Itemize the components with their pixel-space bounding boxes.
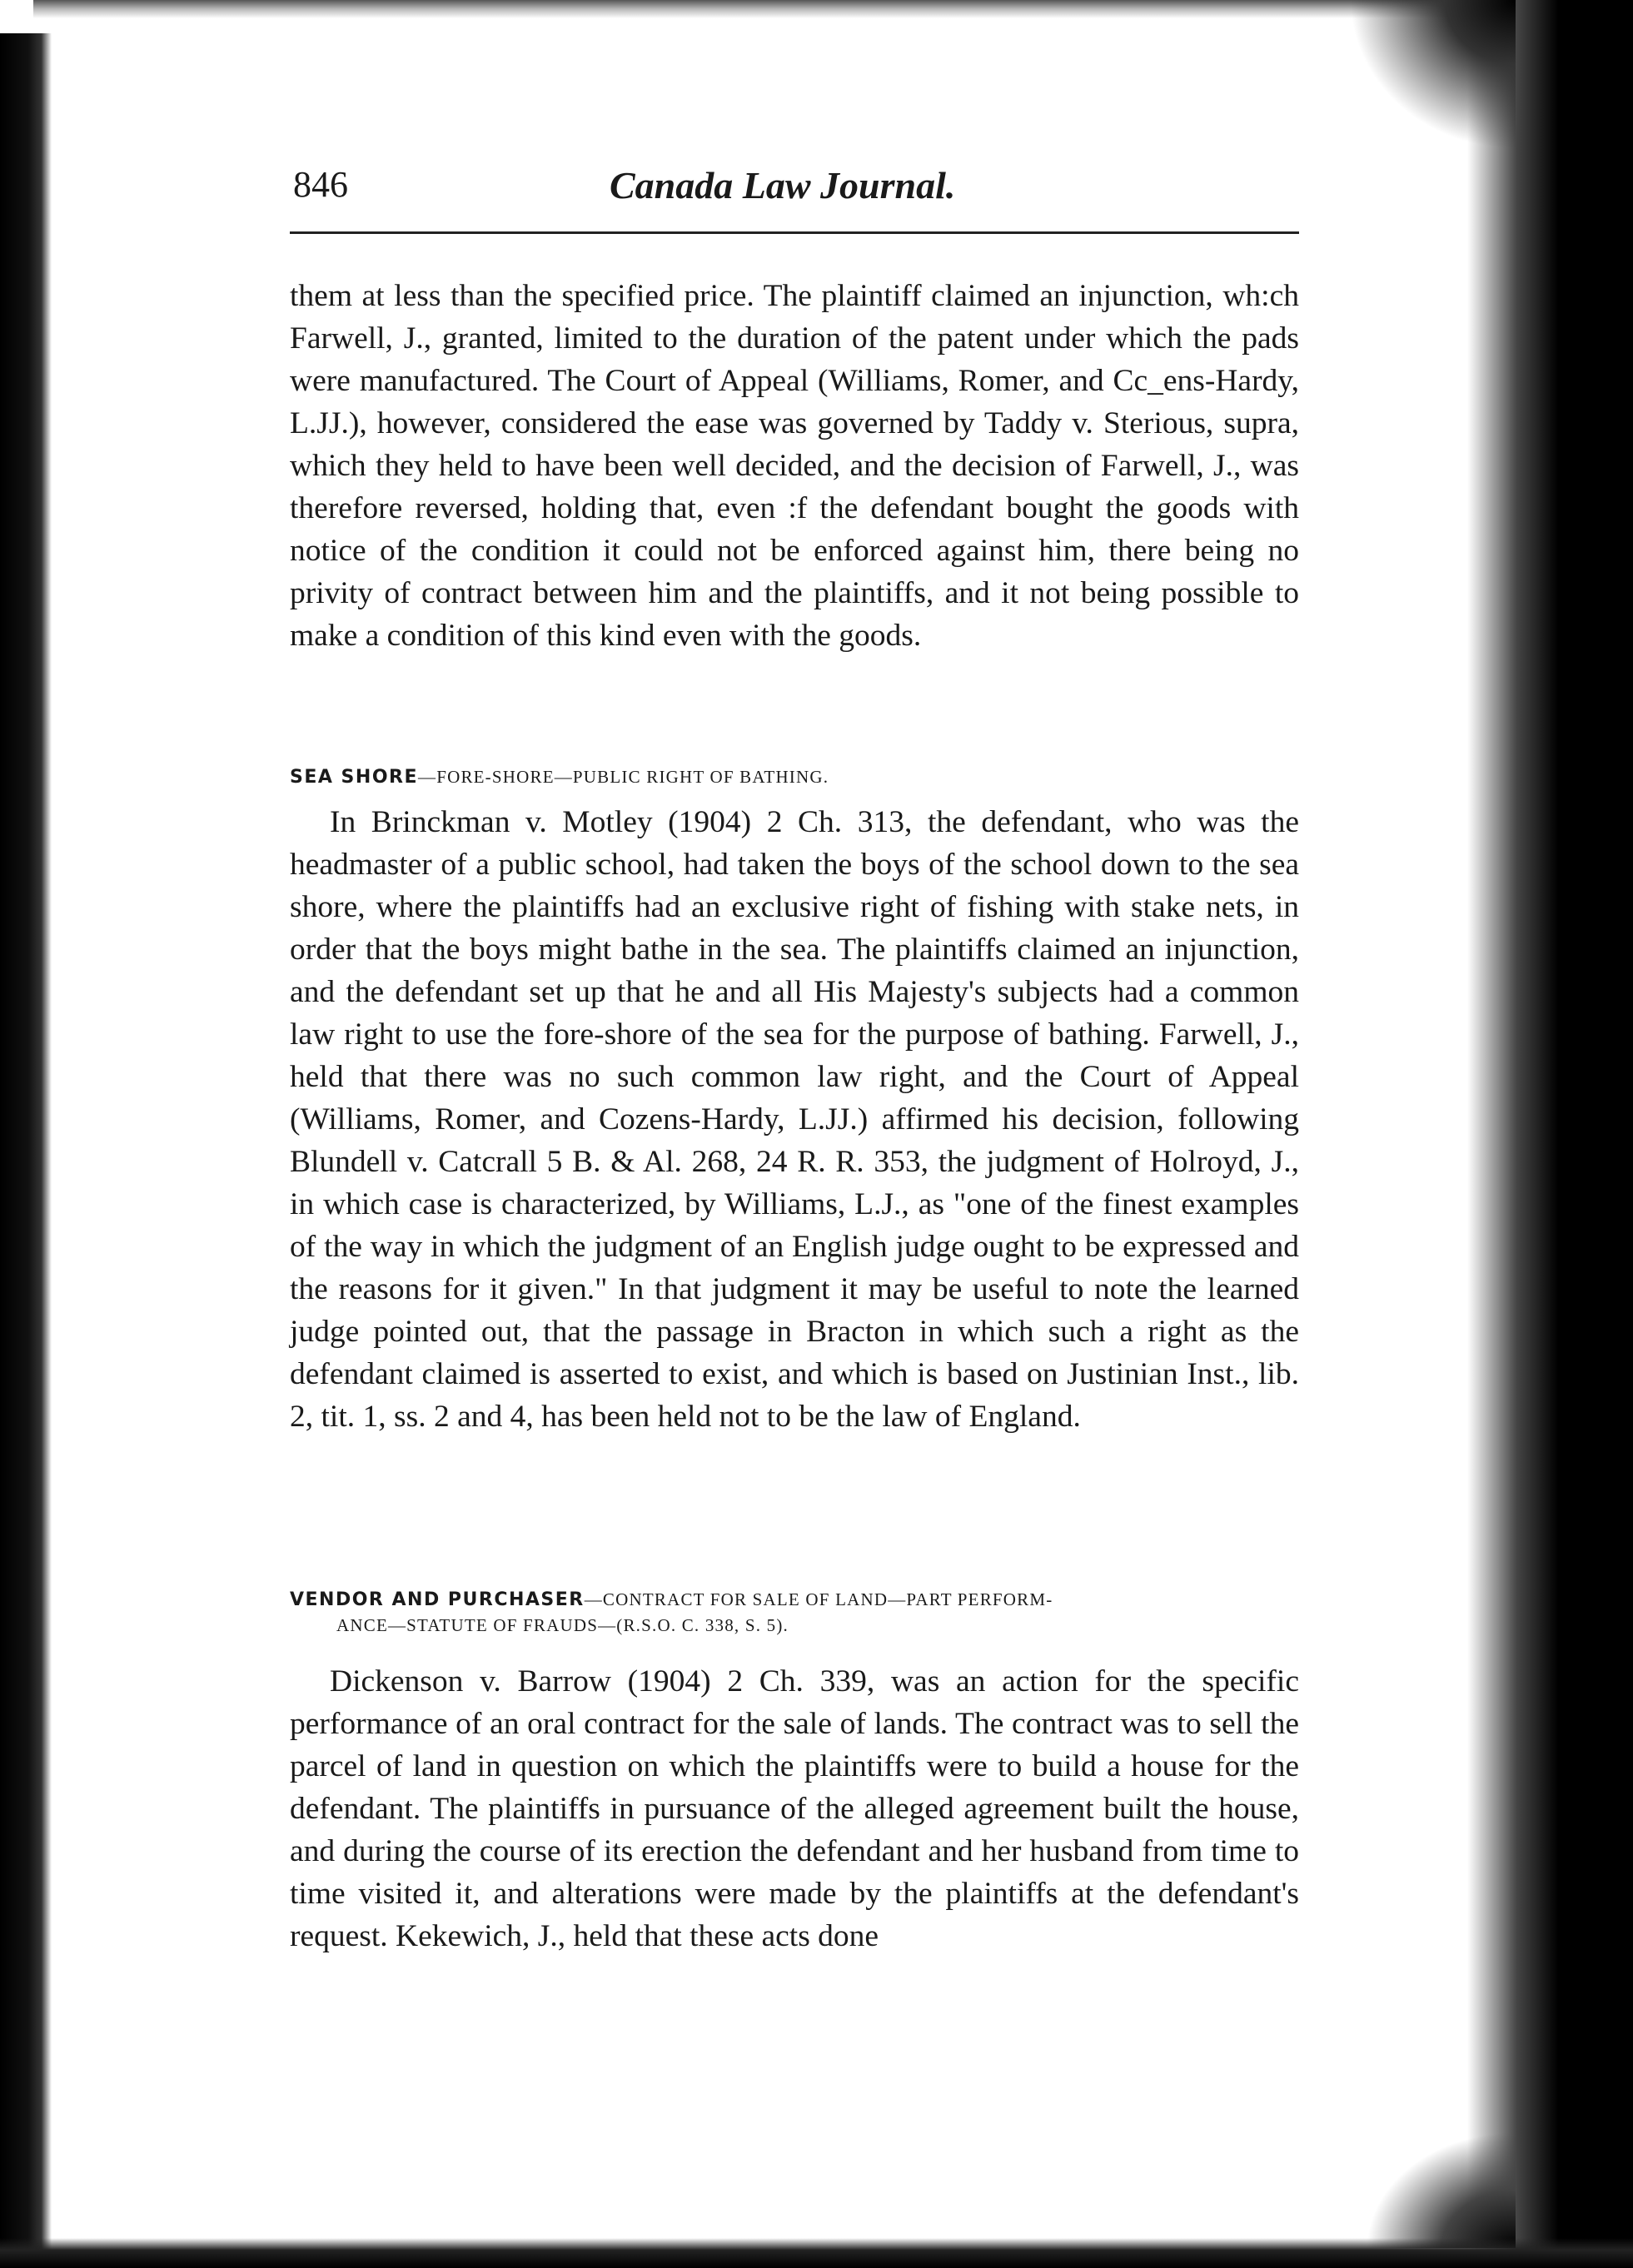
scan-edge-top (33, 0, 1532, 18)
page-number: 846 (293, 164, 348, 205)
scan-corner-bottom-right (1366, 2131, 1516, 2248)
scan-edge-left (0, 33, 52, 2268)
section-heading-sea-shore (290, 764, 1299, 790)
scan-edge-bottom (0, 2238, 1633, 2268)
section-heading-title: SEA SHORE (290, 767, 418, 788)
paragraph-brinckman-v-motley (290, 801, 1299, 1438)
paragraph-text: them at less than the specified price. The plaintiff claimed an injunction, wh:ch Farwell, J., granted, limited to the duration of the patent under which the pads were manufactured. The Court of Appeal (Williams, Romer, and Cc_ens-Hardy, L.JJ.), however, considered the ease was governed by Taddy v. Sterious, supra, which they held to have been well decided, and the decision of Farwell, J., was therefore reversed, holding that, even :f the defendant bought the goods with notice of the condition it could not be enforced against him, there being no privity of contract between him and the plaintiffs, and it not being possible to make a condition of this kind even with the goods. (290, 279, 1299, 653)
scan-edge-right (1467, 0, 1633, 2268)
section-heading-continuation: ANCE—STATUTE OF FRAUDS—(R.S.O. C. 338, S. 5). (336, 1615, 789, 1635)
paragraph-text: Dickenson v. Barrow (1904) 2 Ch. 339, was an action for the specific performance of an oral contract for the sale of lands. The contract was to sell the parcel of land in question on which the plaintiffs were to build a house for the defendant. The plaintiffs in pursuance of the alleged agreement built the house, and during the course of its erection the defendant and her husband from time to time visited it, and alterations were made by the plaintiffs at the defendant's request. Kekewich, J., held that these acts done (290, 1664, 1299, 1953)
running-head (293, 163, 1292, 221)
journal-title: Canada Law Journal. (610, 164, 956, 206)
section-heading-subtitle: —FORE-SHORE—PUBLIC RIGHT OF BATHING. (418, 767, 829, 787)
paragraph-dickenson-v-barrow (290, 1660, 1299, 1957)
paragraph-continuation (290, 275, 1299, 657)
scan-corner-top-right (1349, 0, 1516, 150)
section-heading-vendor-purchaser (290, 1587, 1299, 1638)
section-heading-title: VENDOR AND PURCHASER (290, 1589, 585, 1610)
header-rule (290, 231, 1299, 234)
section-heading-subtitle: —CONTRACT FOR SALE OF LAND—PART PERFORM- (584, 1589, 1053, 1609)
paragraph-text: In Brinckman v. Motley (1904) 2 Ch. 313, the defendant, who was the headmaster of a public school, had taken the boys of the school down to the sea shore, where the plaintiffs had an exclusive right of fishing with stake nets, in order that the boys might bathe in the sea. The plaintiffs claimed an injunction, and the defendant set up that he and all His Majesty's subjects had a common law right to use the fore-shore of the sea for the purpose of bathing. Farwell, J., held that there was no such common law right, and the Court of Appeal (Williams, Romer, and Cozens-Hardy, L.JJ.) affirmed his decision, following Blundell v. Catcrall 5 B. & Al. 268, 24 R. R. 353, the judgment of Holroyd, J., in which case is characterized, by Williams, L.J., as "one of the finest examples of the way in which the judgment of an English judge ought to be expressed and the reasons for it given." In that judgment it may be useful to note the learned judge pointed out, that the passage in Bracton in which such a right as the defendant claimed is asserted to exist, and which is based on Justinian Inst., lib. 2, tit. 1, ss. 2 and 4, has been held not to be the law of England. (290, 805, 1299, 1434)
